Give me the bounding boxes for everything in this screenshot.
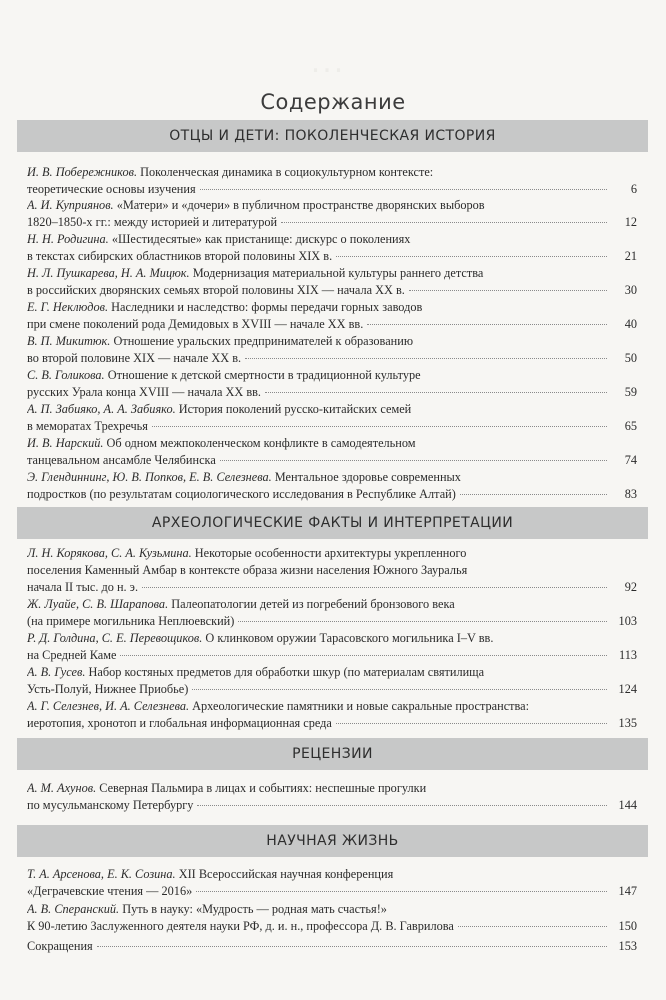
entry-title-line: Поколенческая динамика в социокультурном контексте:	[140, 165, 434, 179]
entry-authors: Р. Д. Голдина, С. Е. Перевощиков.	[27, 631, 203, 645]
toc-entry[interactable]	[27, 231, 637, 265]
entry-authors: С. В. Голикова.	[27, 368, 105, 382]
entry-title-line: Усть-Полуй, Нижнее Приобье)	[27, 682, 189, 696]
entry-authors: Л. Н. Корякова, С. А. Кузьмина.	[27, 546, 192, 560]
page-number: 144	[618, 798, 637, 812]
dot-leader	[409, 290, 607, 291]
toc-entry[interactable]	[27, 866, 637, 900]
entry-title-line: подростков (по результатам социологического исследования в Республике Алтай)	[27, 487, 456, 501]
entry-title-line: Наследники и наследство: формы передачи горных заводов	[111, 300, 423, 314]
toc-entry[interactable]	[27, 367, 637, 401]
dot-leader	[265, 392, 607, 393]
entry-title-line: История поколений русско-китайских семей	[178, 402, 412, 416]
entry-authors: А. П. Забияко, А. А. Забияко.	[27, 402, 176, 416]
entry-title-line: «Деграчевские чтения — 2016»	[27, 884, 193, 898]
toc-entry[interactable]	[27, 401, 637, 435]
entry-title-line: в меморатах Трехречья	[27, 419, 148, 433]
entry-title-line: «Матери» и «дочери» в публичном пространстве дворянских выборов	[116, 198, 485, 212]
dot-leader	[220, 460, 607, 461]
toc-entry[interactable]	[27, 469, 637, 503]
dot-leader	[238, 621, 607, 622]
entry-title-line: по мусульманскому Петербургу	[27, 798, 194, 812]
entry-title-line: Отношение уральских предпринимателей к образованию	[113, 334, 413, 348]
toc-entry[interactable]	[27, 630, 637, 664]
entry-authors: Е. Г. Неклюдов.	[27, 300, 109, 314]
entry-title-line: начала II тыс. до н. э.	[27, 580, 139, 594]
entry-authors: А. В. Сперанский.	[27, 902, 120, 916]
entry-title-line: при смене поколений рода Демидовых в XVIII — начале XX вв.	[27, 317, 364, 331]
page-number: 12	[624, 215, 637, 229]
entry-authors: Т. А. Арсенова, Е. К. Созина.	[27, 867, 176, 881]
entry-title-line: (на примере могильника Неплюевский)	[27, 614, 235, 628]
section-heading: АРХЕОЛОГИЧЕСКИЕ ФАКТЫ И ИНТЕРПРЕТАЦИИ	[17, 507, 648, 539]
entry-title-line: Набор костяных предметов для обработки шкур (по материалам святилища	[88, 665, 485, 679]
entry-title-line: теоретические основы изучения	[27, 182, 196, 196]
entry-title-line: в российских дворянских семьях второй половины XIX — начала XX в.	[27, 283, 405, 297]
dot-leader	[460, 494, 607, 495]
entry-title-line: Северная Пальмира в лицах и событиях: неспешные прогулки	[99, 781, 427, 795]
entry-title-line: XII Всероссийская научная конференция	[178, 867, 394, 881]
entry-authors: В. П. Микитюк.	[27, 334, 111, 348]
entry-title-line: в текстах сибирских областников второй половины XIX в.	[27, 249, 333, 263]
page-number: 30	[624, 283, 637, 297]
entry-authors: А. И. Куприянов.	[27, 198, 114, 212]
toc-entry[interactable]	[27, 265, 637, 299]
page-number: 135	[618, 716, 637, 730]
toc-entry[interactable]	[27, 780, 637, 814]
entry-authors: Н. Н. Родигина.	[27, 232, 109, 246]
entry-authors: Ж. Луайе, С. В. Шарапова.	[27, 597, 169, 611]
entry-title-line: на Средней Каме	[27, 648, 117, 662]
page-number: 74	[624, 453, 637, 467]
entry-title-line: Ментальное здоровье современных	[274, 470, 461, 484]
page-number: 153	[618, 939, 637, 953]
entry-title-line: во второй половине XIX — начале XX в.	[27, 351, 242, 365]
section-heading: РЕЦЕНЗИИ	[17, 738, 648, 770]
page-number: 59	[624, 385, 637, 399]
entry-title-line: Палеопатологии детей из погребений бронзового века	[171, 597, 455, 611]
page-number: 150	[618, 919, 637, 933]
entry-title-line: К 90-летию Заслуженного деятеля науки РФ, д. и. н., профессора Д. В. Гаврилова	[27, 919, 454, 933]
entry-title-line: «Шестидесятые» как пристанище: дискурс о поколениях	[111, 232, 411, 246]
entry-title-line: русских Урала конца XVIII — начала XX вв.	[27, 385, 262, 399]
entry-title-line: Путь в науку: «Мудрость — родная мать счастья!»	[122, 902, 387, 916]
dot-leader	[200, 189, 607, 190]
page-number: 40	[624, 317, 637, 331]
toc-entry[interactable]	[27, 698, 637, 732]
dot-leader	[120, 655, 607, 656]
entry-authors: А. В. Гусев.	[27, 665, 86, 679]
toc-entry[interactable]	[27, 596, 637, 630]
dot-leader	[458, 926, 607, 927]
page-number: 92	[624, 580, 637, 594]
page-title: Содержание	[260, 90, 406, 114]
entry-title-line: Отношение к детской смертности в традиционной культуре	[107, 368, 421, 382]
page-number: 124	[618, 682, 637, 696]
entry-authors: А. М. Ахунов.	[27, 781, 97, 795]
dot-leader	[192, 689, 607, 690]
toc-entry[interactable]	[27, 664, 637, 698]
entry-title-line: поселения Каменный Амбар в контексте образа жизни населения Южного Зауралья	[27, 563, 468, 577]
page-number: 50	[624, 351, 637, 365]
toc-entry[interactable]	[27, 164, 637, 198]
page-number: 21	[624, 249, 637, 263]
toc-entry[interactable]	[27, 545, 637, 596]
entry-title-line: Археологические памятники и новые сакральные пространства:	[192, 699, 530, 713]
dot-leader	[245, 358, 607, 359]
toc-entry[interactable]	[27, 938, 637, 955]
dot-leader	[197, 805, 607, 806]
dot-leader	[367, 324, 607, 325]
toc-entry[interactable]	[27, 901, 637, 935]
entry-authors: Э. Глендиннинг, Ю. В. Попков, Е. В. Селезнева.	[27, 470, 272, 484]
watermark: ...	[310, 45, 346, 80]
page-number: 83	[624, 487, 637, 501]
dot-leader	[142, 587, 607, 588]
page-number: 65	[624, 419, 637, 433]
toc-entry[interactable]	[27, 299, 637, 333]
entry-title-line: Некоторые особенности архитектуры укрепленного	[194, 546, 467, 560]
page-number: 147	[618, 884, 637, 898]
entry-authors: И. В. Побережников.	[27, 165, 138, 179]
dot-leader	[336, 723, 607, 724]
dot-leader	[281, 222, 607, 223]
section-heading: НАУЧНАЯ ЖИЗНЬ	[17, 825, 648, 857]
dot-leader	[336, 256, 607, 257]
entry-authors: А. Г. Селезнев, И. А. Селезнева.	[27, 699, 190, 713]
dot-leader	[152, 426, 607, 427]
entry-title-line: О клинковом оружии Тарасовского могильника I–V вв.	[205, 631, 494, 645]
toc-entry[interactable]	[27, 197, 637, 231]
toc-entry[interactable]	[27, 435, 637, 469]
section-heading: ОТЦЫ И ДЕТИ: ПОКОЛЕНЧЕСКАЯ ИСТОРИЯ	[17, 120, 648, 152]
toc-entry[interactable]	[27, 333, 637, 367]
page-number: 103	[618, 614, 637, 628]
entry-title-line: танцевальном ансамбле Челябинска	[27, 453, 216, 467]
page-number: 113	[619, 648, 637, 662]
entry-title-line: иеротопия, хронотоп и глобальная информационная среда	[27, 716, 332, 730]
entry-title-line: Сокращения	[27, 939, 93, 953]
dot-leader	[196, 891, 607, 892]
entry-authors: Н. Л. Пушкарева, Н. А. Мицюк.	[27, 266, 190, 280]
entry-title-line: Об одном межпоколенческом конфликте в самодеятельном	[106, 436, 416, 450]
page-number: 6	[630, 182, 637, 196]
entry-authors: И. В. Нарский.	[27, 436, 104, 450]
dot-leader	[97, 946, 607, 947]
entry-title-line: 1820–1850-х гг.: между историей и литературой	[27, 215, 278, 229]
entry-title-line: Модернизация материальной культуры раннего детства	[192, 266, 484, 280]
